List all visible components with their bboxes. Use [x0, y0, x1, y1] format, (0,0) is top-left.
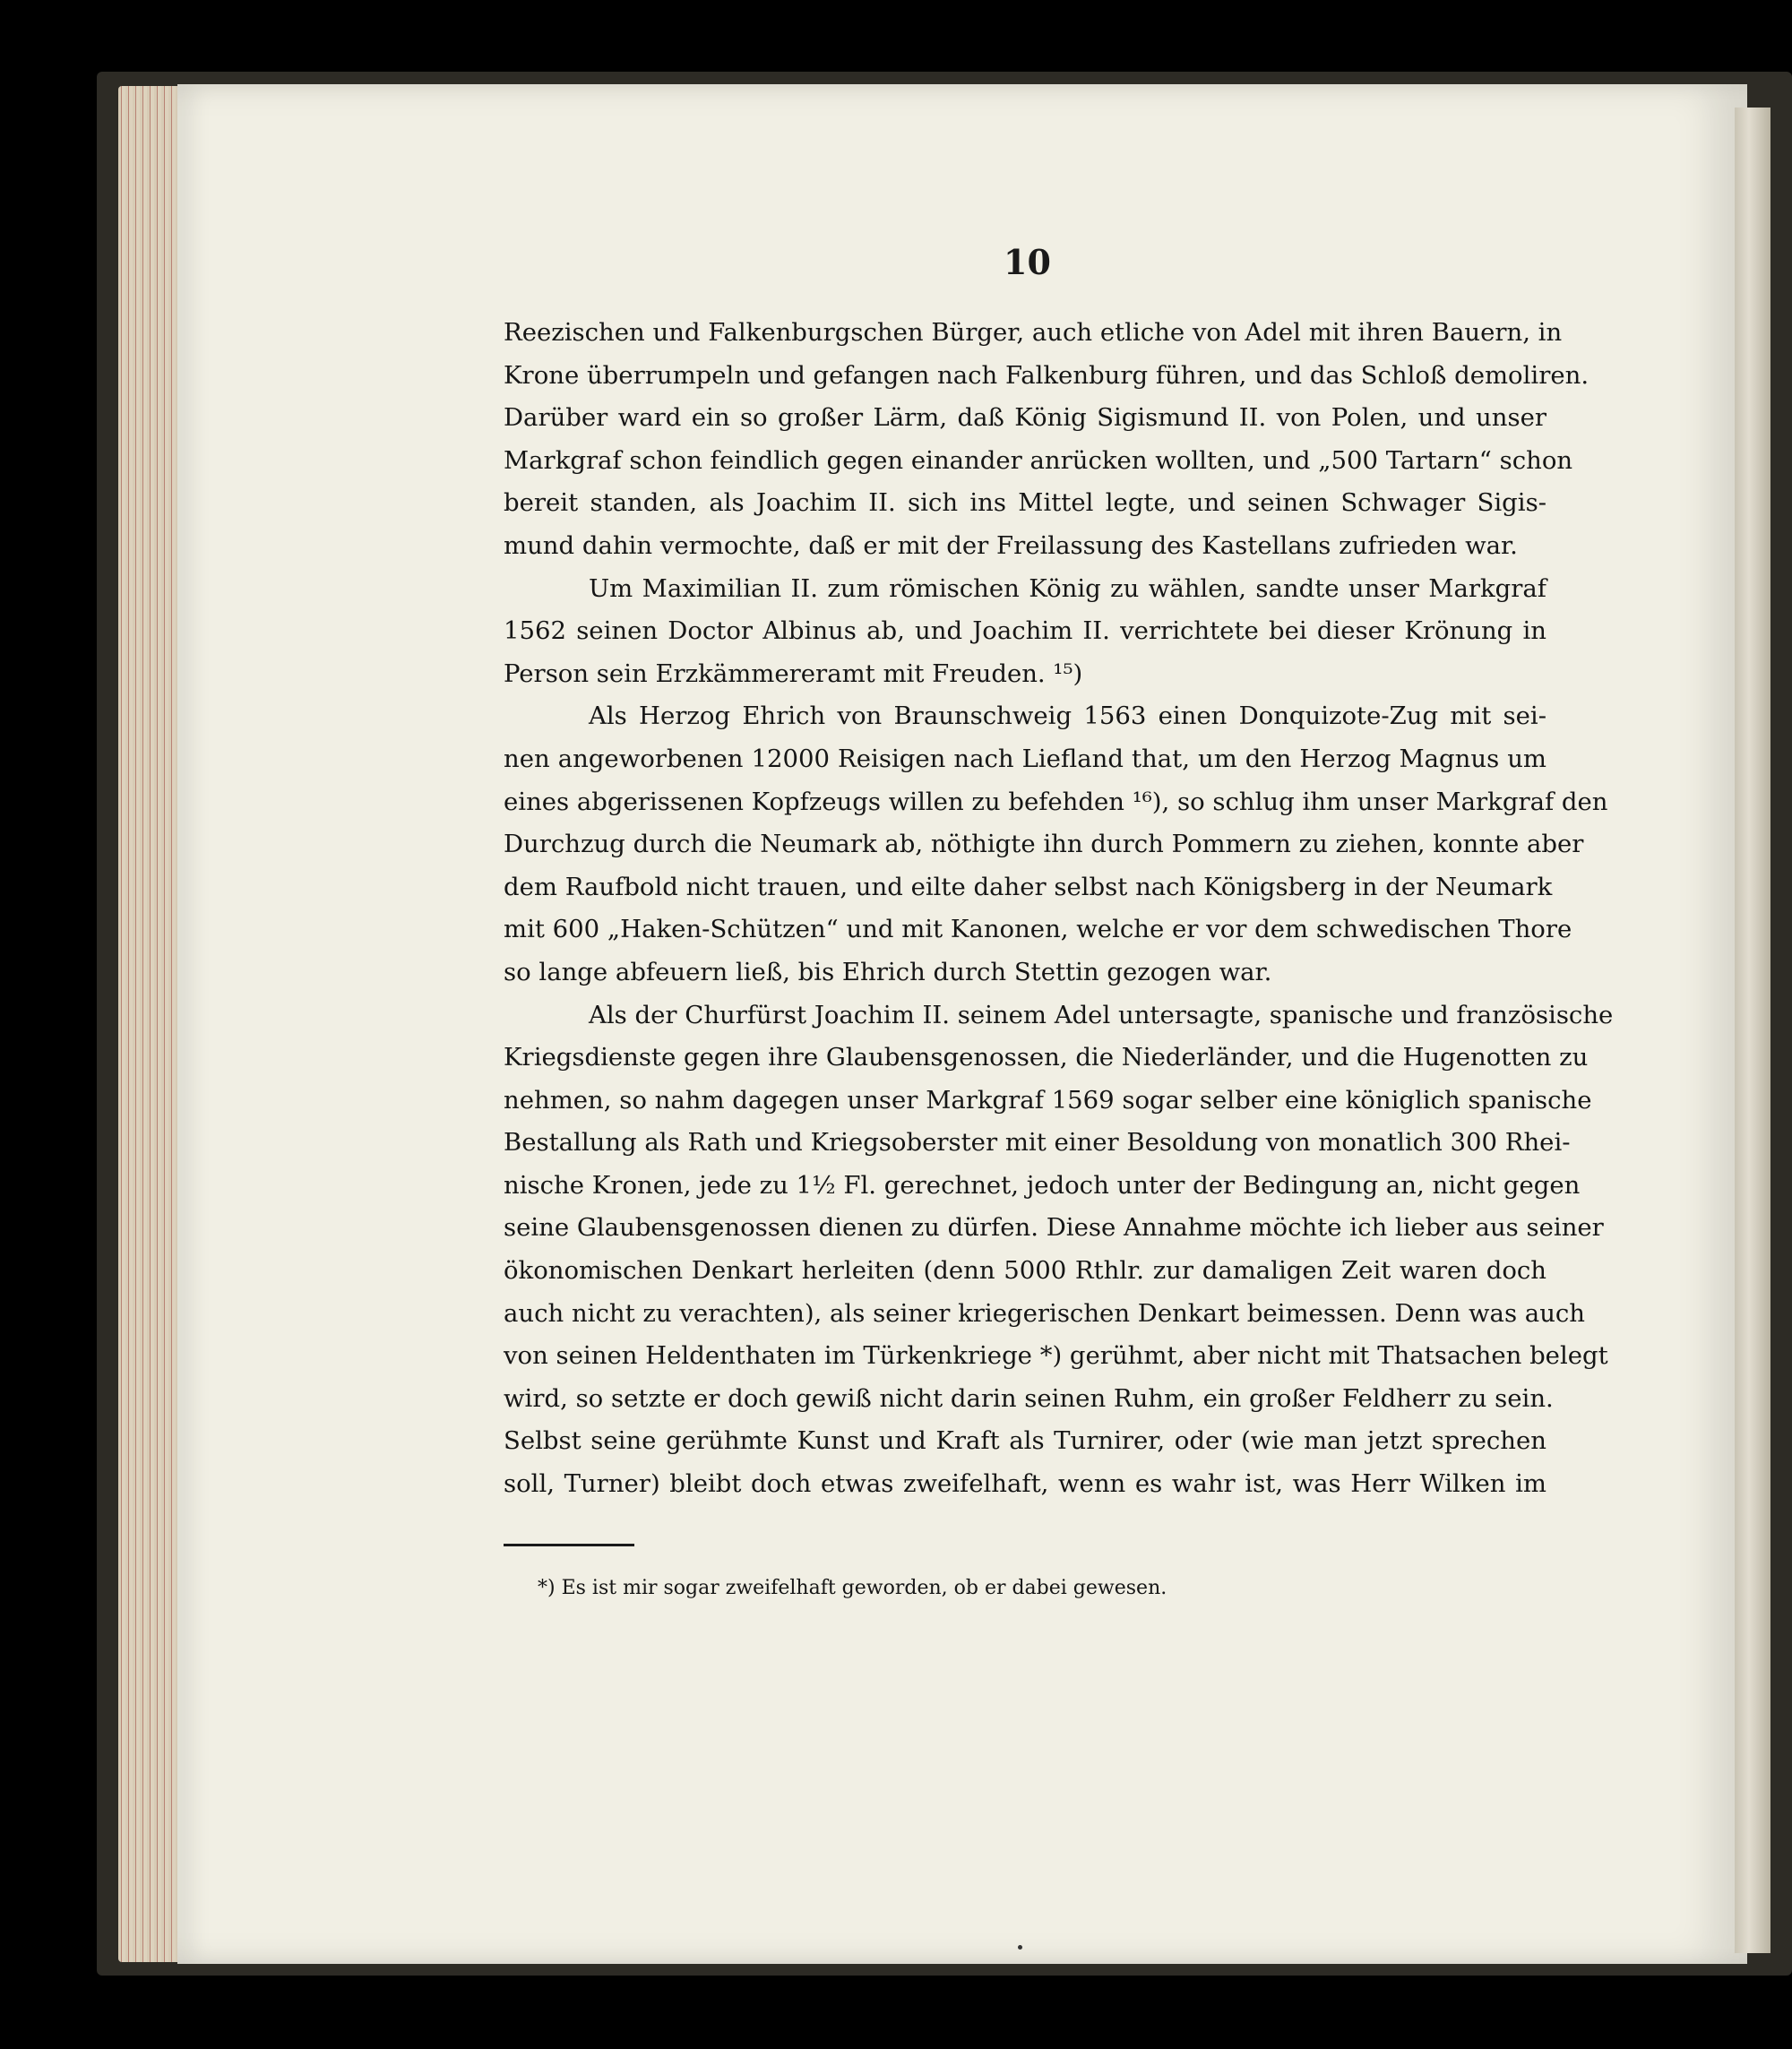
text-line: wird, so setzte er doch gewiß nicht darin seinen Ruhm, ein großer Feldherr zu sein. — [504, 1383, 1554, 1413]
text-line: Person sein Erzkämmereramt mit Freuden. ¹⁵) — [504, 659, 1083, 688]
text-line: Markgraf schon feindlich gegen einander anrücken wollten, und „500 Tartarn“ schon — [504, 445, 1573, 475]
text-line: so lange abfeuern ließ, bis Ehrich durch Stettin gezogen war. — [504, 957, 1272, 986]
text-line: auch nicht zu verachten), als seiner kriegerischen Denkart beimessen. Denn was auch — [504, 1298, 1586, 1328]
text-line: nen angeworbenen 12000 Reisigen nach Liefland that, um den Herzog Magnus um — [504, 744, 1546, 773]
text-line: 1562 seinen Doctor Albinus ab, und Joachim II. verrichtete bei dieser Krönung in — [504, 616, 1546, 646]
text-line: soll, Turner) bleibt doch etwas zweifelhaft, wenn es wahr ist, was Herr Wilken im — [504, 1469, 1546, 1499]
text-line: Kriegsdienste gegen ihre Glaubensgenossen, die Niederländer, und die Hugenotten zu — [504, 1043, 1589, 1072]
text-line: Durchzug durch die Neumark ab, nöthigte ihn durch Pommern zu ziehen, konnte aber — [504, 830, 1584, 859]
page-mark — [1018, 1945, 1022, 1950]
text-line: von seinen Heldenthaten im Türkenkriege *) gerühmt, aber nicht mit Thatsachen belegt — [504, 1341, 1608, 1371]
text-line: nehmen, so nahm dagegen unser Markgraf 1569 sogar selber eine königlich spanische — [504, 1085, 1592, 1115]
page-number: 10 — [1004, 242, 1051, 282]
text-line: Um Maximilian II. zum römischen König zu wählen, sandte unser Markgraf — [589, 573, 1546, 603]
text-line: seine Glaubensgenossen dienen zu dürfen. Diese Annahme möchte ich lieber aus seiner — [504, 1213, 1604, 1243]
text-line: bereit standen, als Joachim II. sich ins Mittel legte, und seinen Schwager Sigis- — [504, 488, 1546, 518]
text-line: nische Kronen, jede zu 1½ Fl. gerechnet, jedoch unter der Bedingung an, nicht gegen — [504, 1170, 1581, 1200]
footnote-rule — [504, 1544, 634, 1546]
text-line: dem Raufbold nicht trauen, und eilte daher selbst nach Königsberg in der Neumark — [504, 872, 1553, 901]
body-text — [504, 312, 1614, 1506]
footnote: *) Es ist mir sogar zweifelhaft geworden, ob er dabei gewesen. — [538, 1577, 1167, 1599]
text-line: Als der Churfürst Joachim II. seinem Adel untersagte, spanische und französische — [589, 1000, 1614, 1029]
text-line: Reezischen und Falkenburgschen Bürger, auch etliche von Adel mit ihren Bauern, in — [504, 318, 1563, 347]
text-line: Selbst seine gerühmte Kunst und Kraft als Turnirer, oder (wie man jetzt sprechen — [504, 1426, 1546, 1456]
text-line: mit 600 „Haken-Schützen“ und mit Kanonen, welche er vor dem schwedischen Thore — [504, 915, 1572, 944]
text-line: Bestallung als Rath und Kriegsoberster mit einer Besoldung von monatlich 300 Rhei- — [504, 1128, 1571, 1158]
text-line: Krone überrumpeln und gefangen nach Falkenburg führen, und das Schloß demoliren. — [504, 360, 1590, 390]
text-line: eines abgerissenen Kopfzeugs willen zu befehden ¹⁶), so schlug ihm unser Markgraf den — [504, 787, 1608, 816]
text-line: ökonomischen Denkart herleiten (denn 5000 Rthlr. zur damaligen Zeit waren doch — [504, 1256, 1546, 1286]
facing-page-edge — [1735, 108, 1770, 1953]
text-line: mund dahin vermochte, daß er mit der Freilassung des Kastellans zufrieden war. — [504, 530, 1518, 560]
text-line: Als Herzog Ehrich von Braunschweig 1563 einen Donquizote-Zug mit sei- — [589, 702, 1546, 731]
text-line: Darüber ward ein so großer Lärm, daß König Sigismund II. von Polen, und unser — [504, 403, 1546, 433]
